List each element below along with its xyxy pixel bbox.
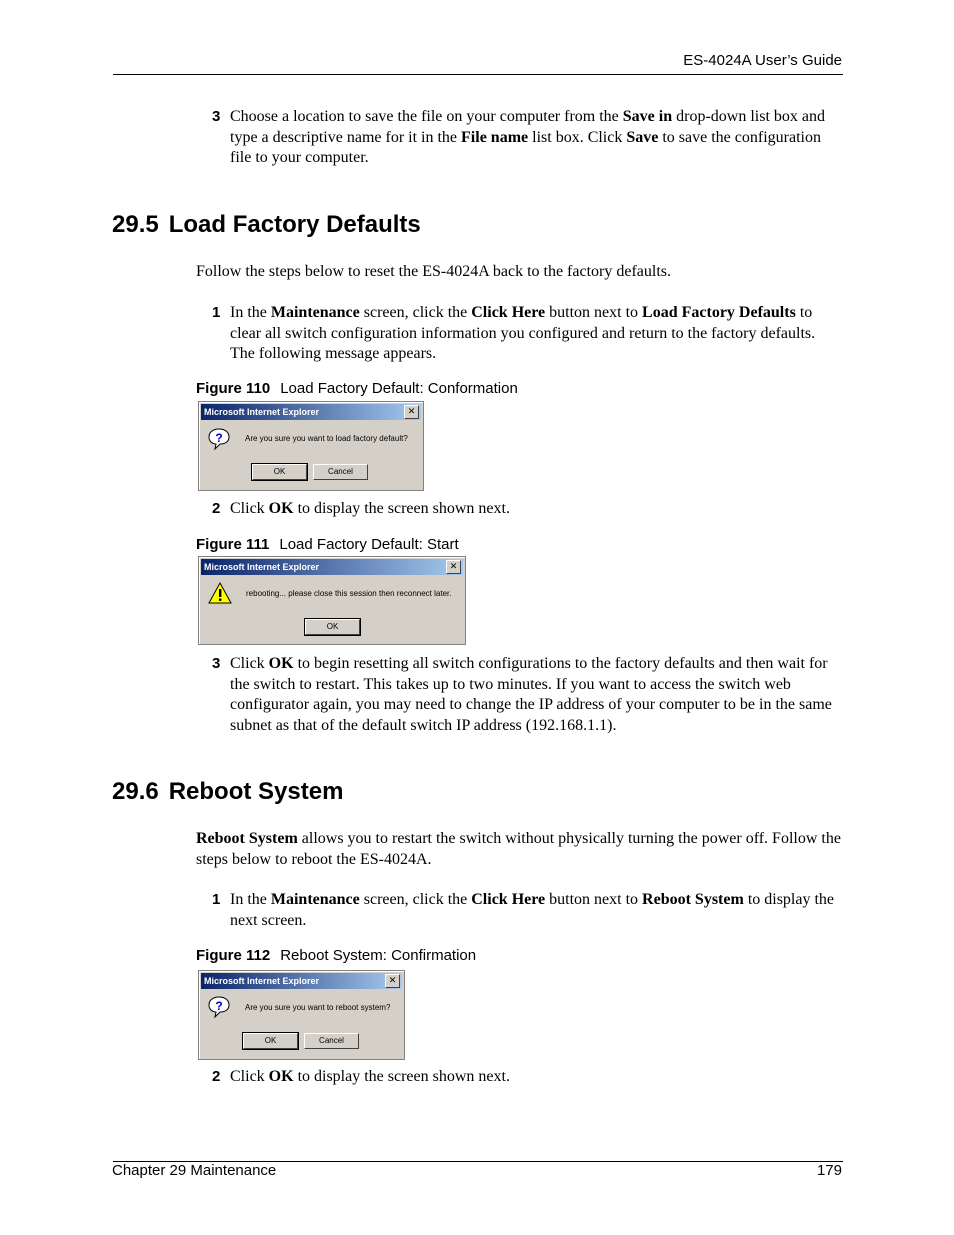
dialog-message: Are you sure you want to reboot system? bbox=[245, 1003, 391, 1012]
step-number: 1 bbox=[212, 304, 221, 321]
header-rule bbox=[113, 74, 843, 75]
dialog-title-bar: Microsoft Internet Explorer ✕ bbox=[201, 559, 463, 575]
step-1-reboot bbox=[212, 890, 842, 931]
step-number: 1 bbox=[212, 891, 221, 908]
intro-step bbox=[212, 107, 842, 169]
section-heading-reboot-system: 29.6 Reboot System bbox=[112, 778, 344, 805]
figure-112-caption: Figure 112 Reboot System: Confirmation bbox=[196, 947, 477, 964]
question-icon bbox=[207, 995, 231, 1019]
step-text: Click OK to display the screen shown next. bbox=[230, 500, 510, 517]
svg-text:?: ? bbox=[215, 999, 223, 1013]
dialog-message: Are you sure you want to load factory default? bbox=[245, 434, 408, 443]
step-text: Choose a location to save the file on your computer from the Save in drop-down list box and type a descriptive name for it in the File name list box. Click Save to save the configuration file to your computer. bbox=[230, 108, 825, 166]
step-number: 2 bbox=[212, 1068, 221, 1085]
step-2-reboot bbox=[212, 1067, 842, 1088]
step-number: 3 bbox=[212, 655, 221, 672]
dialog-title-bar: Microsoft Internet Explorer ✕ bbox=[201, 973, 402, 989]
cancel-button[interactable]: Cancel bbox=[313, 464, 368, 480]
dialog-reboot-confirm bbox=[198, 970, 405, 1060]
figure-110-caption: Figure 110 Load Factory Default: Conformation bbox=[196, 380, 518, 397]
step-1-load-defaults bbox=[212, 303, 842, 365]
step-3-load-defaults bbox=[212, 654, 842, 736]
ok-button[interactable]: OK bbox=[305, 619, 360, 635]
page-number: 179 bbox=[816, 1162, 842, 1179]
figure-111-caption: Figure 111 Load Factory Default: Start bbox=[196, 536, 459, 553]
section-intro: Follow the steps below to reset the ES-4024A back to the factory defaults. bbox=[196, 263, 672, 280]
dialog-load-factory-confirm bbox=[198, 401, 424, 491]
close-icon[interactable]: ✕ bbox=[446, 560, 461, 574]
svg-text:?: ? bbox=[215, 431, 223, 445]
section-heading-load-factory-defaults: 29.5 Load Factory Defaults bbox=[112, 211, 421, 238]
step-text: In the Maintenance screen, click the Click Here button next to Reboot System to display the next screen. bbox=[230, 891, 835, 929]
ok-button[interactable]: OK bbox=[252, 464, 307, 480]
step-2-load-defaults bbox=[212, 499, 842, 520]
question-icon bbox=[207, 427, 231, 451]
step-text: Click OK to begin resetting all switch configurations to the factory defaults and then wait for the switch to restart. This takes up to two minutes. If you want to access the switch web configurator again, you may need to change the IP address of your computer to be in the same subnet as that of the default switch IP address (192.168.1.1). bbox=[230, 655, 832, 734]
step-number: 3 bbox=[212, 108, 221, 125]
step-number: 2 bbox=[212, 500, 221, 517]
warning-icon bbox=[208, 581, 232, 605]
dialog-title-bar: Microsoft Internet Explorer ✕ bbox=[201, 404, 421, 420]
dialog-message: rebooting... please close this session then reconnect later. bbox=[246, 589, 452, 598]
ok-button[interactable]: OK bbox=[243, 1033, 298, 1049]
section-intro: Reboot System allows you to restart the switch without physically turning the power off. Follow the steps below to reboot the ES-4024A. bbox=[196, 830, 841, 868]
running-header-title: ES-4024A User’s Guide bbox=[683, 52, 842, 69]
close-icon[interactable]: ✕ bbox=[404, 405, 419, 419]
footer-chapter: Chapter 29 Maintenance bbox=[112, 1162, 277, 1179]
dialog-load-factory-start bbox=[198, 556, 466, 645]
close-icon[interactable]: ✕ bbox=[385, 974, 400, 988]
step-text: In the Maintenance screen, click the Click Here button next to Load Factory Defaults to clear all switch configuration information you configured and return to the factory defaults. The following message appears. bbox=[230, 304, 816, 362]
cancel-button[interactable]: Cancel bbox=[304, 1033, 359, 1049]
step-text: Click OK to display the screen shown next. bbox=[230, 1068, 510, 1085]
